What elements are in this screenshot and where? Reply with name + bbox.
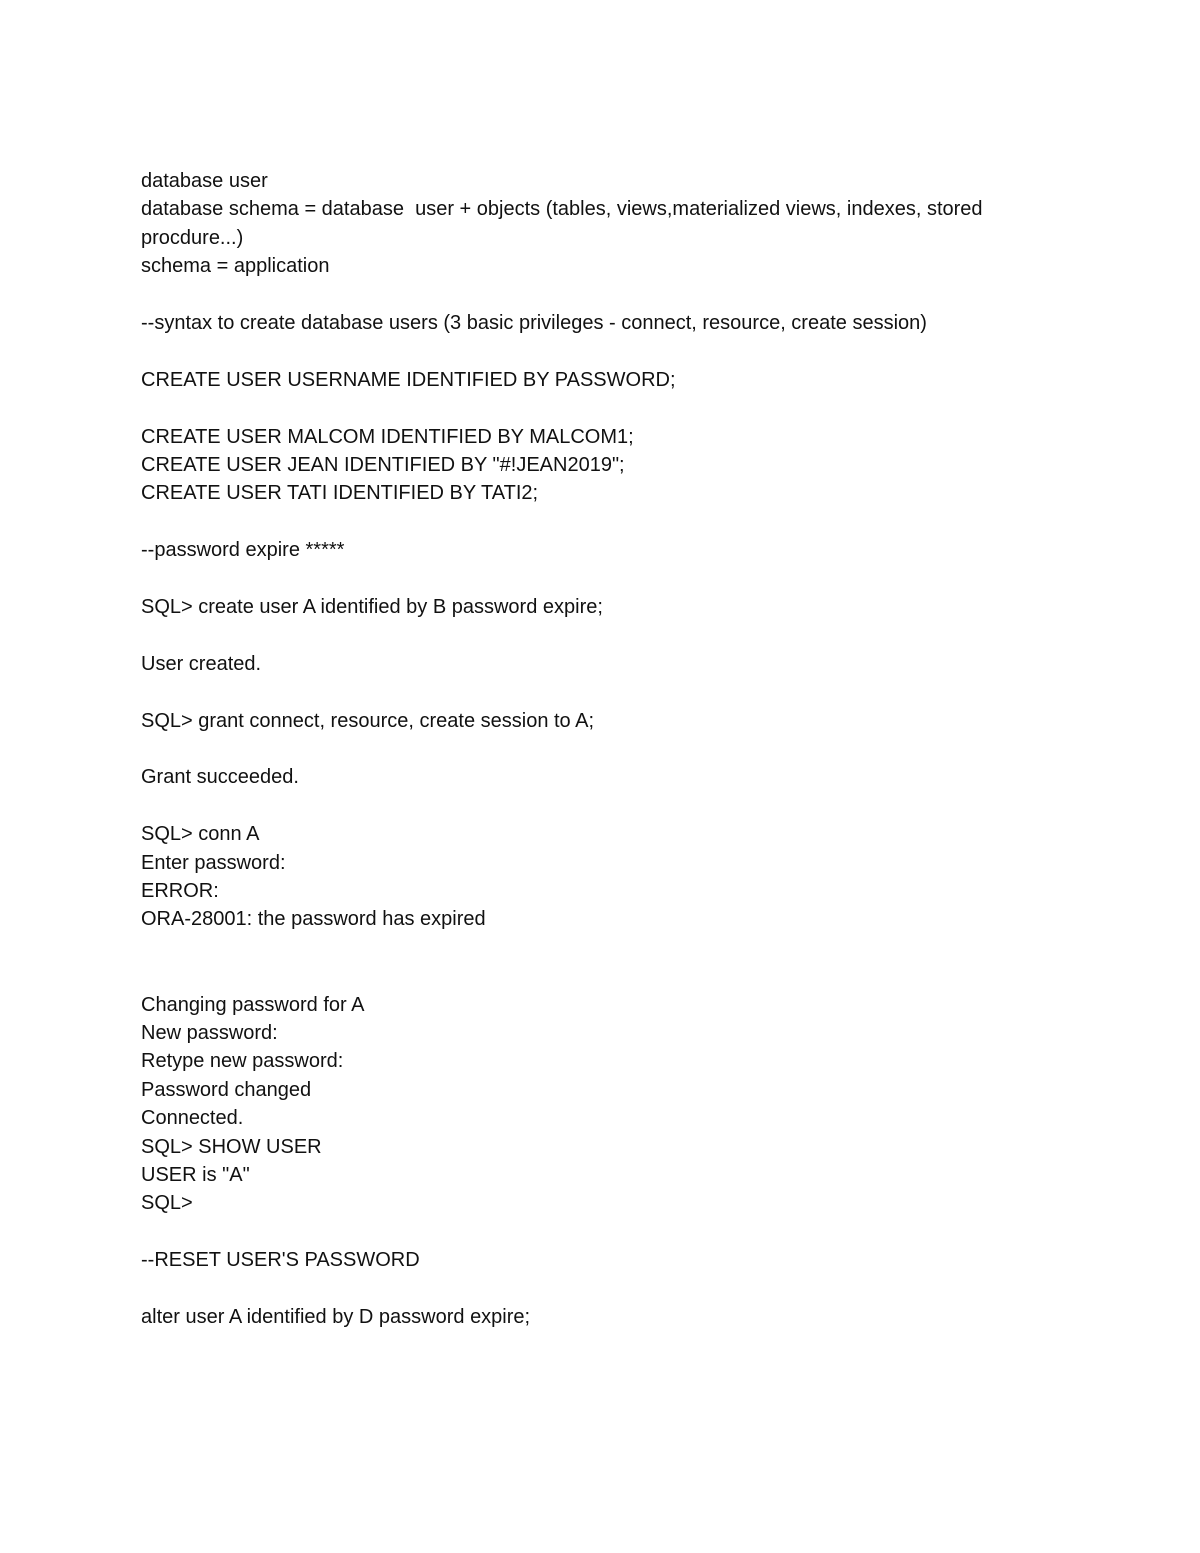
blank-line — [141, 337, 1061, 365]
text-line: Changing password for A — [141, 993, 365, 1016]
blank-line — [141, 735, 1061, 763]
text-line: schema = application — [141, 255, 330, 278]
text-line: --RESET USER'S PASSWORD — [141, 1249, 420, 1272]
blank-line — [141, 621, 1061, 649]
text-line: SQL> conn A — [141, 823, 260, 846]
text-line: --password expire ***** — [141, 539, 345, 562]
blank-line — [141, 1218, 1061, 1246]
blank-line — [141, 1275, 1061, 1303]
text-line: SQL> — [141, 1192, 193, 1215]
text-line: CREATE USER USERNAME IDENTIFIED BY PASSWORD; — [141, 368, 676, 391]
text-line: USER is "A" — [141, 1164, 250, 1187]
text-line: User created. — [141, 652, 262, 675]
text-line: Retype new password: — [141, 1050, 344, 1073]
text-line: Grant succeeded. — [141, 766, 299, 789]
blank-line — [141, 934, 1061, 962]
text-line: alter user A identified by D password expire; — [141, 1306, 531, 1329]
blank-line — [141, 508, 1061, 536]
blank-line — [141, 394, 1061, 422]
document-body — [141, 167, 1061, 1331]
text-line: SQL> create user A identified by B password expire; — [141, 596, 603, 619]
blank-line — [141, 281, 1061, 309]
text-line: ERROR: — [141, 880, 219, 903]
text-line: --syntax to create database users (3 basic privileges - connect, resource, create session) — [141, 312, 927, 335]
blank-line — [141, 962, 1061, 990]
text-line: CREATE USER MALCOM IDENTIFIED BY MALCOM1; — [141, 425, 634, 448]
text-line: ORA-28001: the password has expired — [141, 908, 486, 931]
blank-line — [141, 565, 1061, 593]
text-line: Password changed — [141, 1078, 312, 1101]
text-line: database schema = database user + objects (tables, views,materialized views, indexes, stored procdure...) — [141, 198, 989, 249]
text-line: database user — [141, 170, 268, 192]
text-line: SQL> SHOW USER — [141, 1135, 322, 1158]
blank-line — [141, 678, 1061, 706]
text-line: CREATE USER TATI IDENTIFIED BY TATI2; — [141, 482, 539, 505]
text-line: New password: — [141, 1022, 278, 1045]
text-line: CREATE USER JEAN IDENTIFIED BY "#!JEAN2019"; — [141, 454, 625, 477]
text-line: SQL> grant connect, resource, create session to A; — [141, 709, 595, 732]
text-line: Connected. — [141, 1107, 244, 1130]
text-line: Enter password: — [141, 851, 286, 874]
blank-line — [141, 792, 1061, 820]
